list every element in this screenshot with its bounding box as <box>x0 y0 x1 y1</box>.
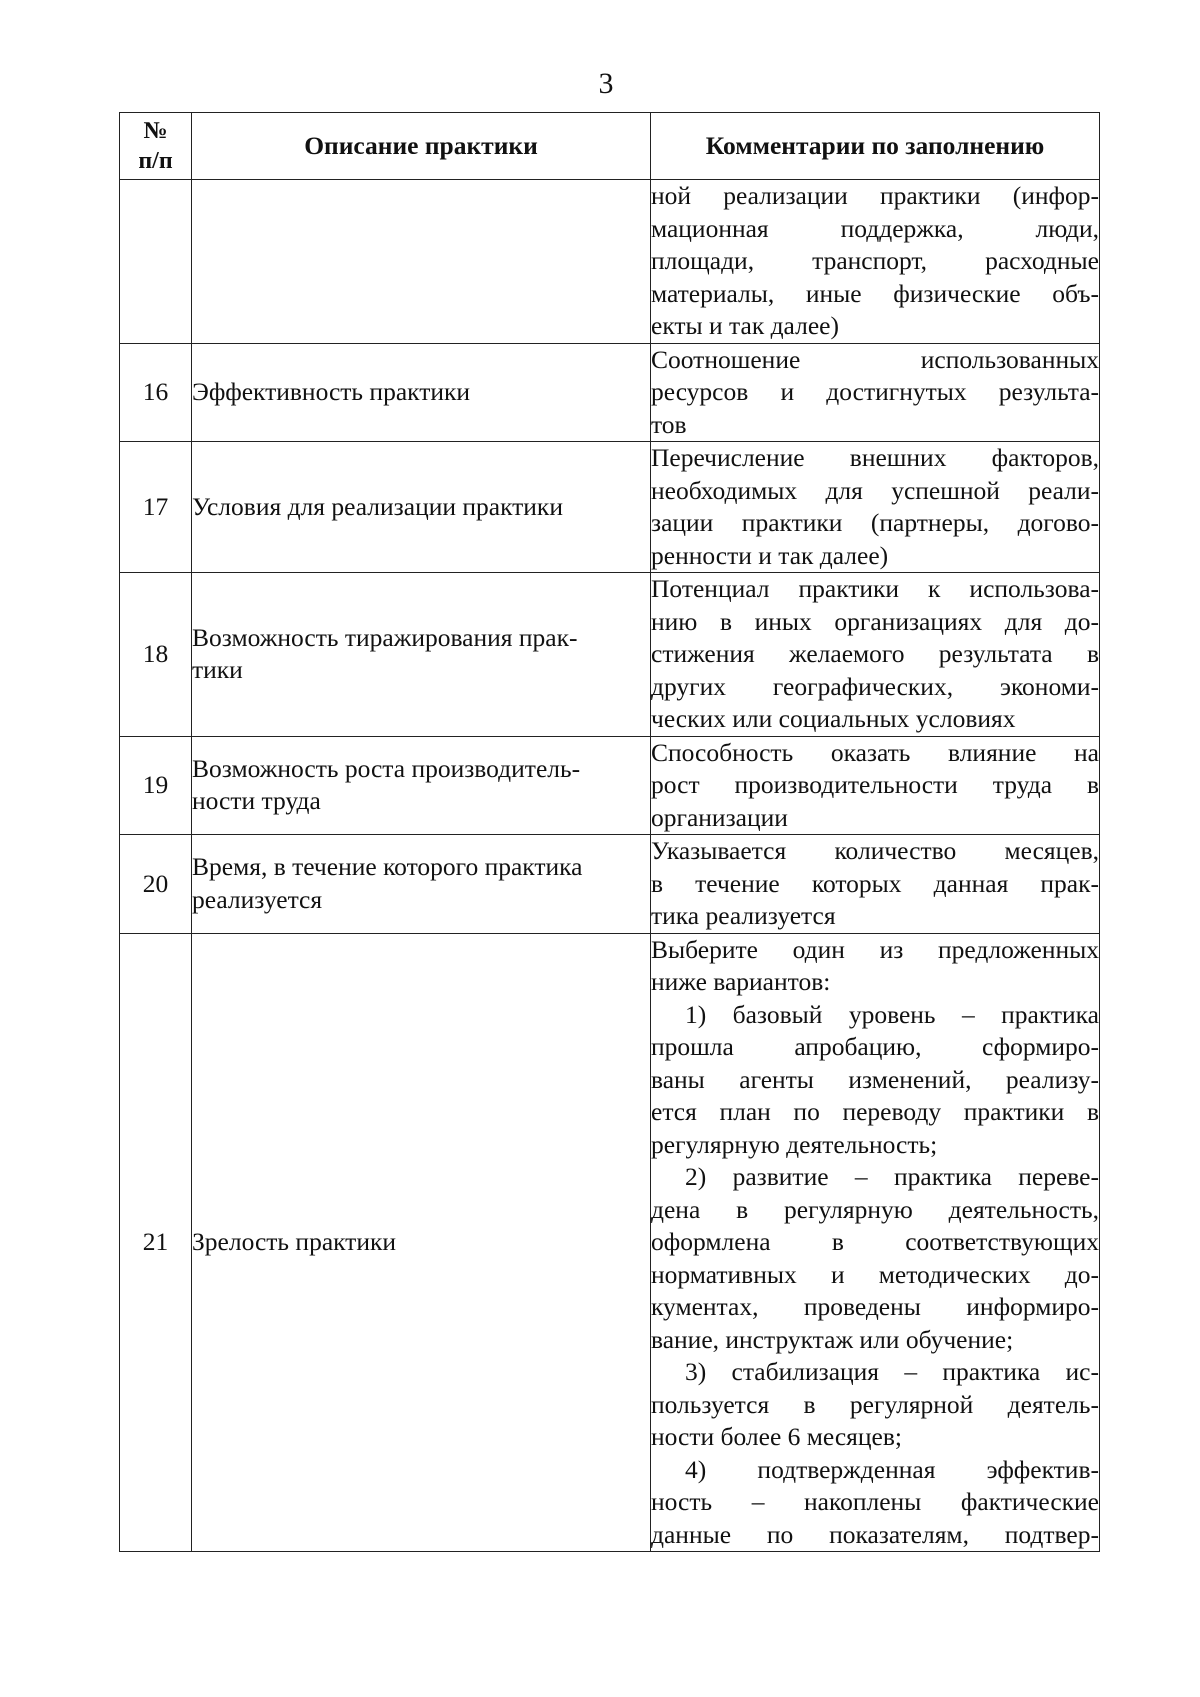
row-description <box>192 736 651 835</box>
comment-line: вание, инструктаж или обучение; <box>651 1324 1014 1354</box>
description-line: ности труда <box>192 786 321 816</box>
description-line: Условия для реализации практики <box>192 491 563 521</box>
comment-line: данные по показателям, подтвер- <box>651 1519 1099 1549</box>
comment-line: 4) подтвержденная эффектив- <box>685 1454 1099 1484</box>
table-row <box>120 573 1100 737</box>
comment-line: нормативных и методических до- <box>651 1259 1099 1289</box>
table-row <box>120 933 1100 1552</box>
comment-line: ческих или социальных условиях <box>651 704 1016 733</box>
comment-line: ности более 6 месяцев; <box>651 1422 902 1451</box>
comment-line: тика реализуется <box>651 901 836 930</box>
comment-line: 3) стабилизация – практика ис- <box>685 1357 1099 1386</box>
row-description <box>192 573 651 737</box>
comment-line: Указывается количество месяцев, <box>651 836 1099 865</box>
comment-line: кументах, проведены информиро- <box>651 1292 1099 1321</box>
row-number: 18 <box>120 573 192 737</box>
row-number: 16 <box>120 343 192 442</box>
page-number: 3 <box>598 67 614 100</box>
description-line: Возможность тиражирования прак- <box>192 622 578 652</box>
header-row <box>120 113 1100 180</box>
comment-line: тов <box>651 409 687 439</box>
description-line: Время, в течение которого практика <box>192 852 583 882</box>
row-description <box>192 343 651 442</box>
row-number <box>120 180 192 344</box>
table-row <box>120 180 1100 344</box>
row-comment <box>651 442 1100 573</box>
row-comment <box>651 180 1100 344</box>
row-comment <box>651 835 1100 934</box>
row-comment <box>651 933 1100 1552</box>
table-row <box>120 736 1100 835</box>
practice-table <box>119 112 1100 1552</box>
comment-line: стижения желаемого результата в <box>651 639 1099 668</box>
comment-line: зации практики (партнеры, догово- <box>651 508 1099 537</box>
table-row <box>120 835 1100 934</box>
row-description <box>192 442 651 573</box>
comment-line: Способность оказать влияние на <box>651 737 1099 767</box>
header-description: Описание практики <box>192 113 651 180</box>
row-number: 19 <box>120 736 192 835</box>
table-header <box>120 113 1100 180</box>
row-comment <box>651 736 1100 835</box>
description-line: тики <box>192 655 243 685</box>
row-number: 21 <box>120 933 192 1552</box>
row-description <box>192 835 651 934</box>
comment-line: других географических, экономи- <box>651 671 1099 701</box>
row-comment <box>651 343 1100 442</box>
comment-line: нию в иных организациях для до- <box>651 606 1099 636</box>
description-line: реализуется <box>192 884 323 914</box>
comment-line: 1) базовый уровень – практика <box>685 999 1099 1029</box>
comment-line: организации <box>651 802 788 832</box>
comment-line: ниже вариантов: <box>651 967 831 996</box>
table-row <box>120 343 1100 442</box>
comment-line: рост производительности труда в <box>651 770 1099 799</box>
comment-line: Соотношение использованных <box>651 344 1099 374</box>
description-line: Возможность роста производитель- <box>192 753 581 783</box>
row-comment <box>651 573 1100 737</box>
table-row <box>120 442 1100 573</box>
comment-line: ность – накоплены фактические <box>651 1487 1099 1516</box>
comment-line: дена в регулярную деятельность, <box>651 1194 1099 1224</box>
comment-line: ной реализации практики (инфор- <box>651 181 1099 210</box>
comment-line: пользуется в регулярной деятель- <box>651 1389 1099 1419</box>
comment-line: Выберите один из предложенных <box>651 934 1099 964</box>
comment-line: регулярную деятельность; <box>651 1129 938 1159</box>
comment-line: площади, транспорт, расходные <box>651 246 1099 275</box>
comment-line: ренности и так далее) <box>651 540 889 570</box>
comment-line: ресурсов и достигнутых результа- <box>651 377 1099 406</box>
description-line: Зрелость практики <box>192 1227 397 1256</box>
table-body <box>120 180 1100 1552</box>
comment-line: необходимых для успешной реали- <box>651 475 1099 505</box>
comment-line: ется план по переводу практики в <box>651 1097 1099 1126</box>
description-line: Эффективность практики <box>192 377 471 406</box>
comment-line: 2) развитие – практика переве- <box>685 1162 1099 1191</box>
comment-line: Перечисление внешних факторов, <box>651 443 1099 472</box>
comment-line: в течение которых данная прак- <box>651 868 1099 898</box>
row-description <box>192 933 651 1552</box>
row-number: 17 <box>120 442 192 573</box>
row-description <box>192 180 651 344</box>
comment-line: оформлена в соответствующих <box>651 1227 1099 1256</box>
header-number <box>120 113 192 180</box>
comment-line: прошла апробацию, сформиро- <box>651 1032 1099 1061</box>
header-number-line-2: п/п <box>138 148 173 174</box>
comment-line: екты и так далее) <box>651 311 839 340</box>
header-comments: Комментарии по заполнению <box>651 113 1100 180</box>
comment-line: Потенциал практики к использова- <box>651 574 1099 603</box>
comment-line: ваны агенты изменений, реализу- <box>651 1064 1099 1094</box>
row-number: 20 <box>120 835 192 934</box>
comment-line: материалы, иные физические объ- <box>651 278 1099 308</box>
comment-line: мационная поддержка, люди, <box>651 213 1099 243</box>
header-number-line-1: № <box>143 118 168 144</box>
